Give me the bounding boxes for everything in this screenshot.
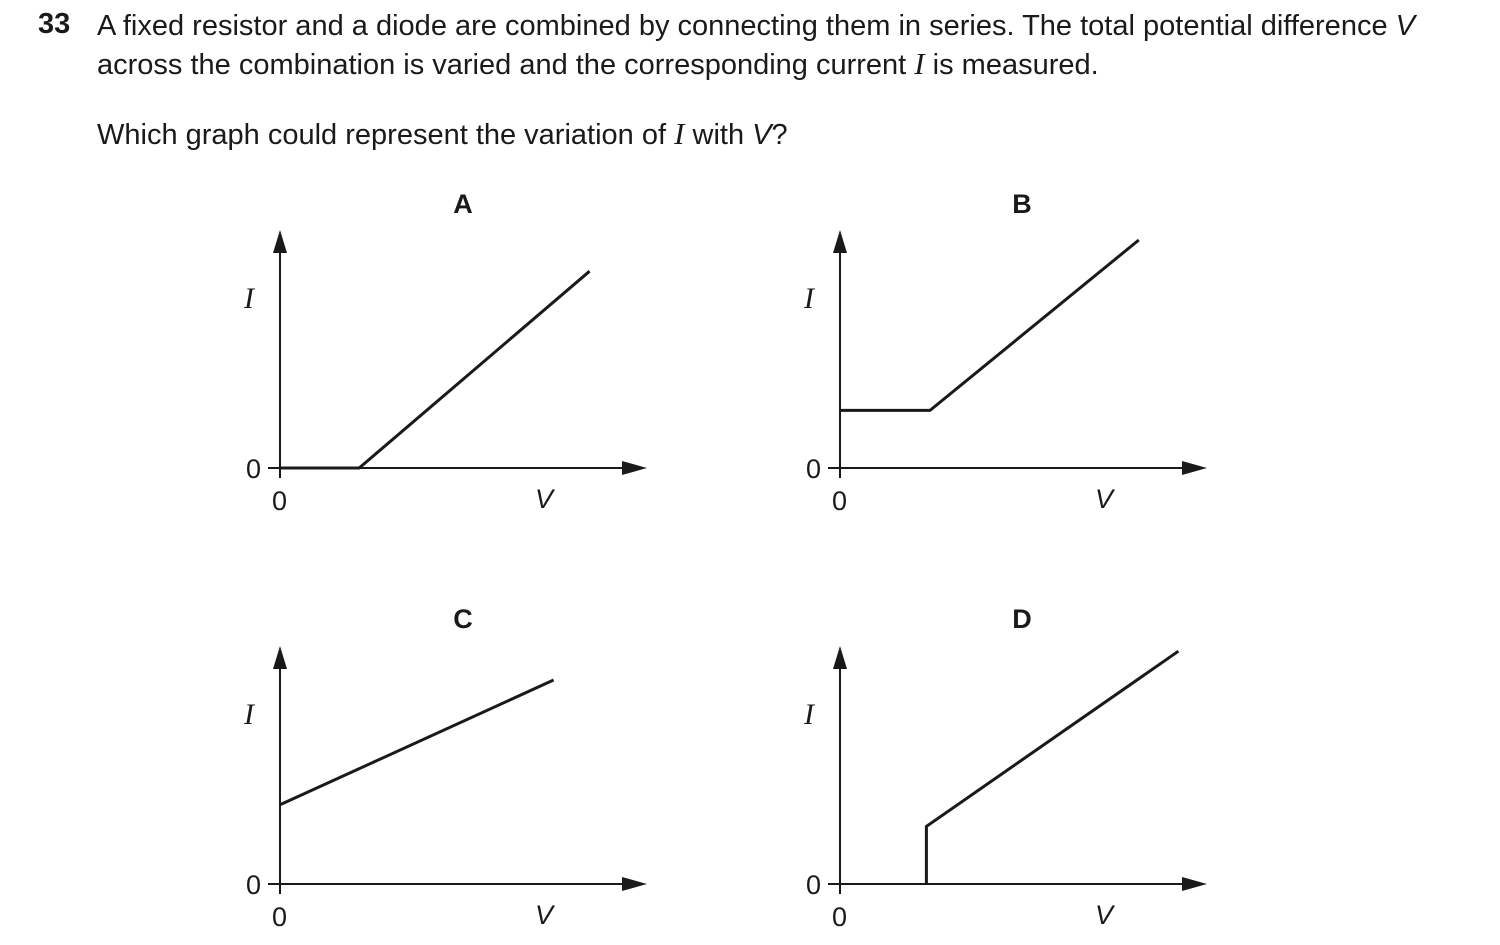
y-origin-label-b: 0 xyxy=(806,454,822,484)
x-origin-label-b: 0 xyxy=(832,486,848,516)
iv-curve-a xyxy=(280,271,590,468)
option-label-c: C xyxy=(453,604,473,634)
y-axis-label-c: I xyxy=(244,698,254,731)
option-label-b: B xyxy=(1012,189,1032,219)
x-origin-label-d: 0 xyxy=(832,902,848,932)
ask-text-3: ? xyxy=(771,119,788,151)
y-axis-label-b: I xyxy=(804,282,814,315)
stem-var-v: V xyxy=(1395,10,1415,42)
ask-var-v: V xyxy=(752,119,772,151)
x-axis-label-c: V xyxy=(535,900,554,930)
x-origin-label-c: 0 xyxy=(272,902,288,932)
y-origin-label-d: 0 xyxy=(806,870,822,900)
stem-var-i: I xyxy=(914,46,925,81)
x-origin-label-a: 0 xyxy=(272,486,288,516)
iv-curve-b xyxy=(840,240,1139,410)
option-label-d: D xyxy=(1012,604,1032,634)
y-origin-label-a: 0 xyxy=(246,454,262,484)
x-axis-arrow-c xyxy=(622,877,647,891)
iv-curve-c xyxy=(280,680,554,805)
x-axis-label-d: V xyxy=(1095,900,1114,930)
y-axis-arrow-b xyxy=(833,230,847,253)
iv-curve-d xyxy=(926,651,1178,884)
x-axis-arrow-a xyxy=(622,461,647,475)
ask-var-i: I xyxy=(674,116,685,151)
y-axis-arrow-d xyxy=(833,646,847,669)
ask-text-1: Which graph could represent the variation of xyxy=(97,119,675,151)
x-axis-label-b: V xyxy=(1095,484,1114,514)
ask-text-2: with xyxy=(684,119,753,151)
option-label-a: A xyxy=(453,189,473,219)
y-axis-label-a: I xyxy=(244,282,254,315)
y-axis-label-d: I xyxy=(804,698,814,731)
y-axis-arrow-c xyxy=(273,646,287,669)
y-origin-label-c: 0 xyxy=(246,870,262,900)
x-axis-label-a: V xyxy=(535,484,554,514)
stem-text-2: across the combination is varied and the corresponding current xyxy=(97,49,915,81)
x-axis-arrow-b xyxy=(1182,461,1207,475)
y-axis-arrow-a xyxy=(273,230,287,253)
x-axis-arrow-d xyxy=(1182,877,1207,891)
question-number: 33 xyxy=(38,8,71,40)
stem-text-3: is measured. xyxy=(924,49,1099,81)
stem-text-1: A fixed resistor and a diode are combined by connecting them in series. The total potential difference xyxy=(97,10,1396,42)
